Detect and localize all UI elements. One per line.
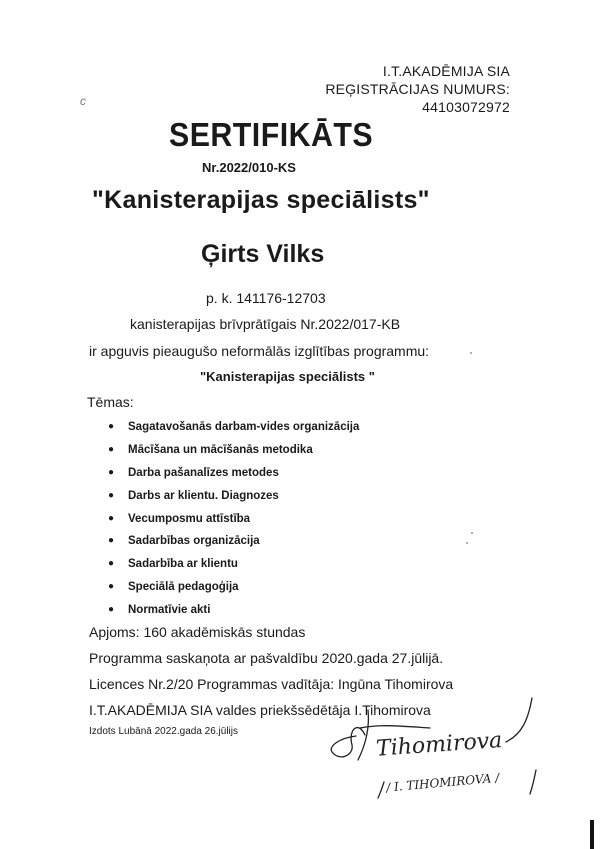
program-heading: "Kanisterapijas speciālists" — [92, 186, 430, 214]
bullet-icon: ● — [108, 466, 115, 478]
registration-label: REĢISTRĀCIJAS NUMURS: — [325, 81, 510, 97]
theme-label: Darba pašanalīzes metodes — [128, 466, 279, 479]
bullet-icon: ● — [108, 581, 115, 593]
theme-label: Sadarbības organizācija — [128, 535, 260, 548]
bullet-icon: ● — [108, 604, 115, 616]
handwritten-signature — [310, 690, 550, 800]
theme-item — [108, 553, 359, 576]
certificate-number: Nr.2022/010-KS — [202, 160, 296, 175]
agreement-line: Programma saskaņota ar pašvaldību 2020.gada 27.jūlijā. — [89, 650, 444, 666]
theme-item — [108, 485, 359, 508]
volume-line: Apjoms: 160 akadēmiskās stundas — [89, 624, 306, 640]
volunteer-line: kanisterapijas brīvprātīgais Nr.2022/017-KB — [130, 316, 401, 332]
signature-caption: / I. TIHOMIROVA / — [385, 770, 500, 795]
issued-line: Izdots Lubānā 2022.gada 26.jūlijs — [89, 726, 239, 737]
bullet-icon: ● — [108, 535, 115, 547]
scan-speck — [471, 532, 473, 534]
theme-label: Speciālā pedagoģija — [128, 581, 239, 594]
theme-item — [108, 508, 359, 531]
theme-item — [108, 599, 359, 622]
personal-code: p. k. 141176-12703 — [206, 290, 326, 306]
company-block — [325, 62, 510, 116]
registration-number: 44103072972 — [422, 99, 510, 115]
scan-edge-mark — [590, 820, 594, 849]
margin-mark: c — [80, 94, 86, 108]
theme-item — [108, 462, 359, 485]
theme-label: Sagatavošanās darbam-vides organizācija — [128, 421, 360, 433]
program-name: "Kanisterapijas speciālists " — [200, 369, 375, 384]
theme-item — [108, 530, 359, 553]
bullet-icon: ● — [108, 489, 115, 501]
board-chair-line: I.T.AKADĒMIJA SIA valdes priekšsēdētāja I.Tihomirova — [89, 702, 431, 718]
bullet-icon: ● — [108, 421, 115, 432]
recipient-name: Ģirts Vilks — [201, 240, 325, 268]
company-name: I.T.AKADĒMIJA SIA — [382, 63, 510, 79]
theme-label: Normatīvie akti — [128, 604, 211, 617]
theme-label: Vecumposmu attīstība — [128, 512, 251, 525]
completed-line: ir apguvis pieaugušo neformālās izglītības programmu: — [89, 343, 430, 359]
themes-label: Tēmas: — [87, 394, 134, 410]
bullet-icon: ● — [108, 512, 115, 524]
theme-item — [108, 416, 359, 439]
bullet-icon: ● — [108, 558, 115, 570]
themes-list — [108, 416, 359, 622]
signature-script: Tihomirova — [375, 727, 504, 762]
theme-item — [108, 576, 359, 599]
theme-item — [108, 439, 359, 462]
scan-speck — [466, 542, 468, 544]
bullet-icon: ● — [108, 443, 115, 455]
theme-label: Sadarbība ar klientu — [128, 558, 238, 571]
theme-label: Mācīšana un mācīšanās metodika — [128, 443, 313, 456]
scan-speck — [470, 352, 472, 354]
licence-line: Licences Nr.2/20 Programmas vadītāja: Ingūna Tihomirova — [89, 676, 454, 692]
theme-label: Darbs ar klientu. Diagnozes — [128, 489, 279, 502]
certificate-title: SERTIFIKĀTS — [169, 116, 374, 153]
